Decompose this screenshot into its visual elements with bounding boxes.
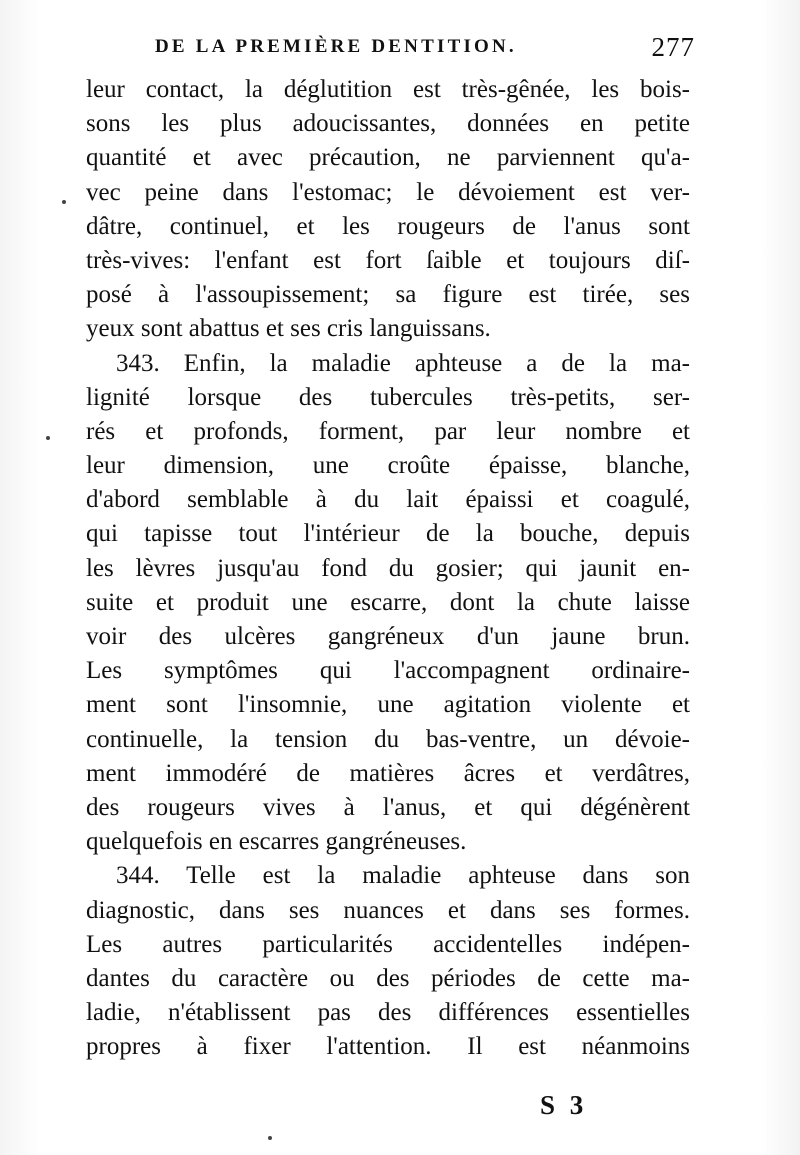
page-header xyxy=(155,32,695,66)
page-number: 277 xyxy=(651,32,695,62)
text-line: dâtre, continuel, et les rougeurs de l'anus sont xyxy=(86,212,690,240)
text-line: continuelle, la tension du bas-ventre, un dévoie- xyxy=(86,725,690,753)
text-line: des rougeurs vives à l'anus, et qui dégénèrent xyxy=(86,793,690,821)
text-line: voir des ulcères gangréneux d'un jaune brun. xyxy=(86,623,690,650)
ink-speck xyxy=(268,1136,272,1140)
text-line: quantité et avec précaution, ne parviennent qu'a- xyxy=(86,144,690,172)
text-line: très-vives: l'enfant est fort ſaible et toujours diſ- xyxy=(86,246,690,274)
text-line: Les autres particularités accidentelles indépen- xyxy=(86,930,690,958)
paragraph-end-line: quelquefois en escarres gangréneuses. xyxy=(86,828,467,856)
running-head: DE LA PREMIÈRE DENTITION. xyxy=(155,36,517,57)
text-line: posé à l'assoupissement; sa figure est tirée, ses xyxy=(86,281,690,309)
text-line: dantes du caractère ou des périodes de cette ma- xyxy=(86,964,690,992)
text-line: vec peine dans l'estomac; le dévoiement est ver- xyxy=(86,178,690,206)
text-line: sons les plus adoucissantes, données en petite xyxy=(86,110,690,138)
text-line: les lèvres jusqu'au fond du gosier; qui jaunit en- xyxy=(86,554,690,582)
text-line: qui tapisse tout l'intérieur de la bouche, depuis xyxy=(86,520,690,548)
paragraph-343-start: 343. Enfin, la maladie aphteuse a de la ma- xyxy=(116,349,690,377)
text-line: propres à fixer l'attention. Il est néanmoins xyxy=(86,1033,690,1061)
text-line: suite et produit une escarre, dont la chute laisse xyxy=(86,588,690,616)
text-line: rés et profonds, forment, par leur nombre et xyxy=(86,417,690,445)
body-text xyxy=(86,73,690,1064)
paragraph-344-start: 344. Telle est la maladie aphteuse dans son xyxy=(116,862,690,890)
text-line: Les symptômes qui l'accompagnent ordinaire- xyxy=(86,657,690,685)
text-line: d'abord semblable à du lait épaissi et coagulé, xyxy=(86,486,690,514)
ink-speck xyxy=(46,436,50,440)
signature-mark: S 3 xyxy=(540,1090,588,1120)
text-line: ladie, n'établissent pas des différences essentielles xyxy=(86,999,690,1027)
text-line: leur contact, la déglutition est très-gênée, les bois- xyxy=(86,76,690,103)
text-line: diagnostic, dans ses nuances et dans ses formes. xyxy=(86,896,690,924)
text-line: leur dimension, une croûte épaisse, blanche, xyxy=(86,452,690,480)
ink-speck xyxy=(62,200,66,204)
text-line: lignité lorsque des tubercules très-petits, ser- xyxy=(86,383,690,411)
text-line: ment immodéré de matières âcres et verdâtres, xyxy=(86,759,690,787)
text-line: ment sont l'insomnie, une agitation violente et xyxy=(86,691,690,719)
paragraph-end-line: yeux sont abattus et ses cris languissans. xyxy=(86,315,491,343)
